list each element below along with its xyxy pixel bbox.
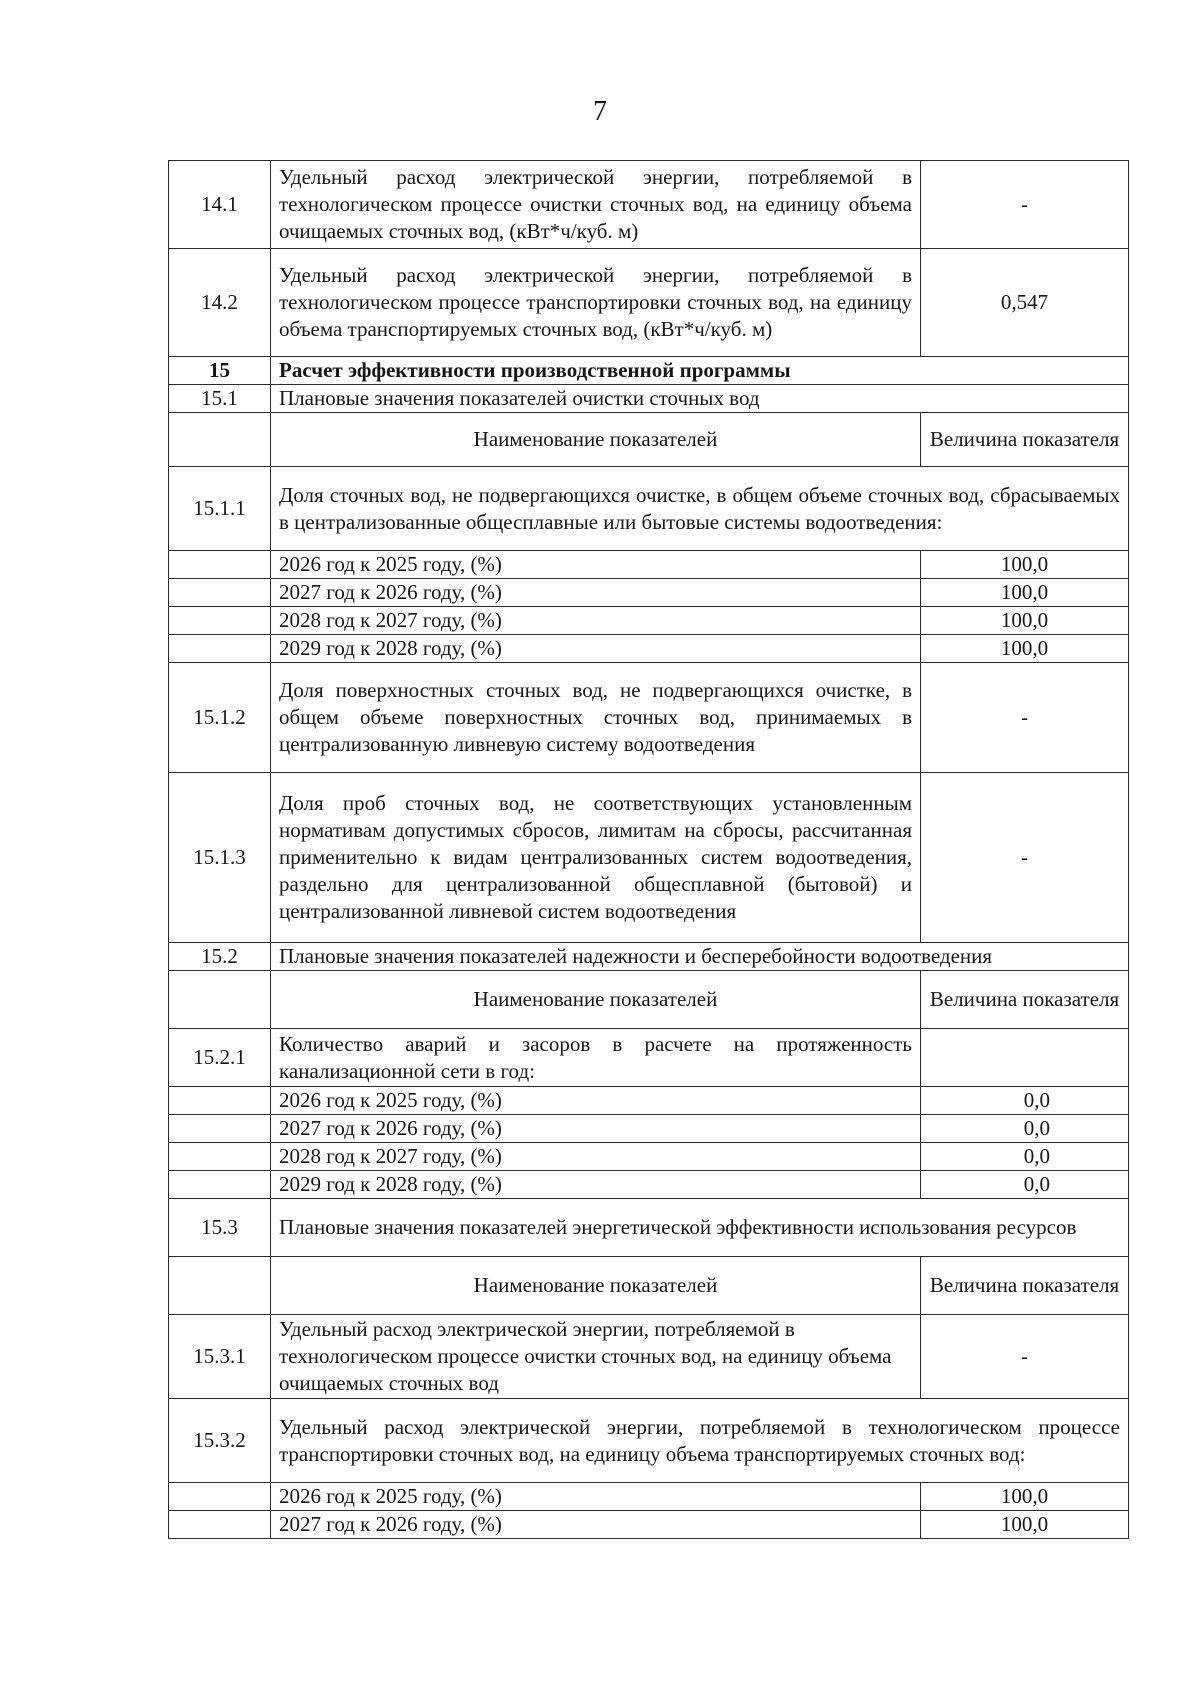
table-row	[169, 467, 1129, 551]
year-value: 0,0	[921, 1171, 1129, 1199]
indicators-table	[168, 160, 1129, 1539]
empty-cell	[169, 1115, 271, 1143]
row-number: 15.1.1	[169, 467, 271, 551]
year-value: 0,0	[921, 1115, 1129, 1143]
year-label: 2026 год к 2025 году, (%)	[271, 551, 921, 579]
section-title: Расчет эффективности производственной программы	[271, 357, 1129, 385]
year-value: 100,0	[921, 579, 1129, 607]
indicator-text: Удельный расход электрической энергии, потребляемой в технологическом процессе транспортировки сточных вод, на единицу объема транспортируемых сточных вод:	[271, 1399, 1129, 1483]
table-row	[169, 249, 1129, 357]
year-value: 100,0	[921, 1511, 1129, 1539]
page-number: 7	[593, 96, 607, 127]
year-row	[169, 551, 1129, 579]
column-header-value: Величина показателя	[921, 1257, 1129, 1315]
table-row	[169, 663, 1129, 773]
indicator-text: Удельный расход электрической энергии, потребляемой в технологическом процессе очистки сточных вод, на единицу объема очищаемых сточных вод, (кВт*ч/куб. м)	[271, 161, 921, 249]
empty-cell	[169, 1087, 271, 1115]
year-label: 2029 год к 2028 году, (%)	[271, 635, 921, 663]
year-label: 2029 год к 2028 году, (%)	[271, 1171, 921, 1199]
table-row	[169, 1399, 1129, 1483]
year-label: 2026 год к 2025 году, (%)	[271, 1087, 921, 1115]
year-value: 100,0	[921, 551, 1129, 579]
indicator-value: -	[921, 161, 1129, 249]
year-label: 2027 год к 2026 году, (%)	[271, 579, 921, 607]
year-row	[169, 635, 1129, 663]
year-label: 2026 год к 2025 году, (%)	[271, 1483, 921, 1511]
column-header-value: Величина показателя	[921, 413, 1129, 467]
header-row	[169, 413, 1129, 467]
row-number: 15.3.2	[169, 1399, 271, 1483]
indicator-value: -	[921, 663, 1129, 773]
indicator-text: Доля проб сточных вод, не соответствующих установленным нормативам допустимых сбросов, лимитам на сбросы, рассчитанная применительно к видам централизованных систем водоотведения, раздельно для централизованной общесплавной (бытовой) и централизованной ливневой систем водоотведения	[271, 773, 921, 943]
empty-cell	[169, 1171, 271, 1199]
subsection-title: Плановые значения показателей энергетической эффективности использования ресурсов	[271, 1199, 1129, 1257]
year-value: 0,0	[921, 1143, 1129, 1171]
subsection-title: Плановые значения показателей надежности и бесперебойности водоотведения	[271, 943, 1129, 971]
year-label: 2028 год к 2027 году, (%)	[271, 1143, 921, 1171]
column-header-value: Величина показателя	[921, 971, 1129, 1029]
empty-cell	[169, 1257, 271, 1315]
section-row	[169, 357, 1129, 385]
indicator-value: 0,547	[921, 249, 1129, 357]
row-number: 15.3.1	[169, 1315, 271, 1399]
indicator-value	[921, 1029, 1129, 1087]
year-value: 0,0	[921, 1087, 1129, 1115]
year-row	[169, 579, 1129, 607]
column-header-name: Наименование показателей	[271, 1257, 921, 1315]
year-label: 2028 год к 2027 году, (%)	[271, 607, 921, 635]
year-row	[169, 1171, 1129, 1199]
row-number: 15.2.1	[169, 1029, 271, 1087]
row-number: 15.1.3	[169, 773, 271, 943]
year-label: 2027 год к 2026 году, (%)	[271, 1115, 921, 1143]
year-label: 2027 год к 2026 году, (%)	[271, 1511, 921, 1539]
empty-cell	[169, 1483, 271, 1511]
subsection-title: Плановые значения показателей очистки сточных вод	[271, 385, 1129, 413]
table-row	[169, 773, 1129, 943]
indicator-text: Доля сточных вод, не подвергающихся очистке, в общем объеме сточных вод, сбрасываемых в централизованные общесплавные или бытовые системы водоотведения:	[271, 467, 1129, 551]
year-row	[169, 1143, 1129, 1171]
indicator-text: Удельный расход электрической энергии, потребляемой в технологическом процессе транспортировки сточных вод, на единицу объема транспортируемых сточных вод, (кВт*ч/куб. м)	[271, 249, 921, 357]
row-number: 14.1	[169, 161, 271, 249]
year-row	[169, 1087, 1129, 1115]
subsection-row	[169, 1199, 1129, 1257]
indicator-text: Доля поверхностных сточных вод, не подвергающихся очистке, в общем объеме поверхностных сточных вод, принимаемых в централизованную ливневую систему водоотведения	[271, 663, 921, 773]
subsection-row	[169, 943, 1129, 971]
subsection-number: 15.3	[169, 1199, 271, 1257]
indicator-value: -	[921, 773, 1129, 943]
row-number: 14.2	[169, 249, 271, 357]
empty-cell	[169, 579, 271, 607]
year-row	[169, 607, 1129, 635]
empty-cell	[169, 635, 271, 663]
indicator-text: Удельный расход электрической энергии, потребляемой в технологическом процессе очистки сточных вод, на единицу объема очищаемых сточных вод	[271, 1315, 921, 1399]
indicator-text: Количество аварий и засоров в расчете на протяженность канализационной сети в год:	[271, 1029, 921, 1087]
header-row	[169, 971, 1129, 1029]
subsection-row	[169, 385, 1129, 413]
section-number: 15	[169, 357, 271, 385]
table-row	[169, 1315, 1129, 1399]
year-value: 100,0	[921, 607, 1129, 635]
empty-cell	[169, 1511, 271, 1539]
column-header-name: Наименование показателей	[271, 971, 921, 1029]
indicator-value: -	[921, 1315, 1129, 1399]
year-row	[169, 1115, 1129, 1143]
table-row	[169, 161, 1129, 249]
year-value: 100,0	[921, 1483, 1129, 1511]
empty-cell	[169, 551, 271, 579]
empty-cell	[169, 607, 271, 635]
year-row	[169, 1511, 1129, 1539]
empty-cell	[169, 1143, 271, 1171]
header-row	[169, 1257, 1129, 1315]
column-header-name: Наименование показателей	[271, 413, 921, 467]
empty-cell	[169, 971, 271, 1029]
subsection-number: 15.2	[169, 943, 271, 971]
year-value: 100,0	[921, 635, 1129, 663]
table-row	[169, 1029, 1129, 1087]
row-number: 15.1.2	[169, 663, 271, 773]
empty-cell	[169, 413, 271, 467]
year-row	[169, 1483, 1129, 1511]
subsection-number: 15.1	[169, 385, 271, 413]
